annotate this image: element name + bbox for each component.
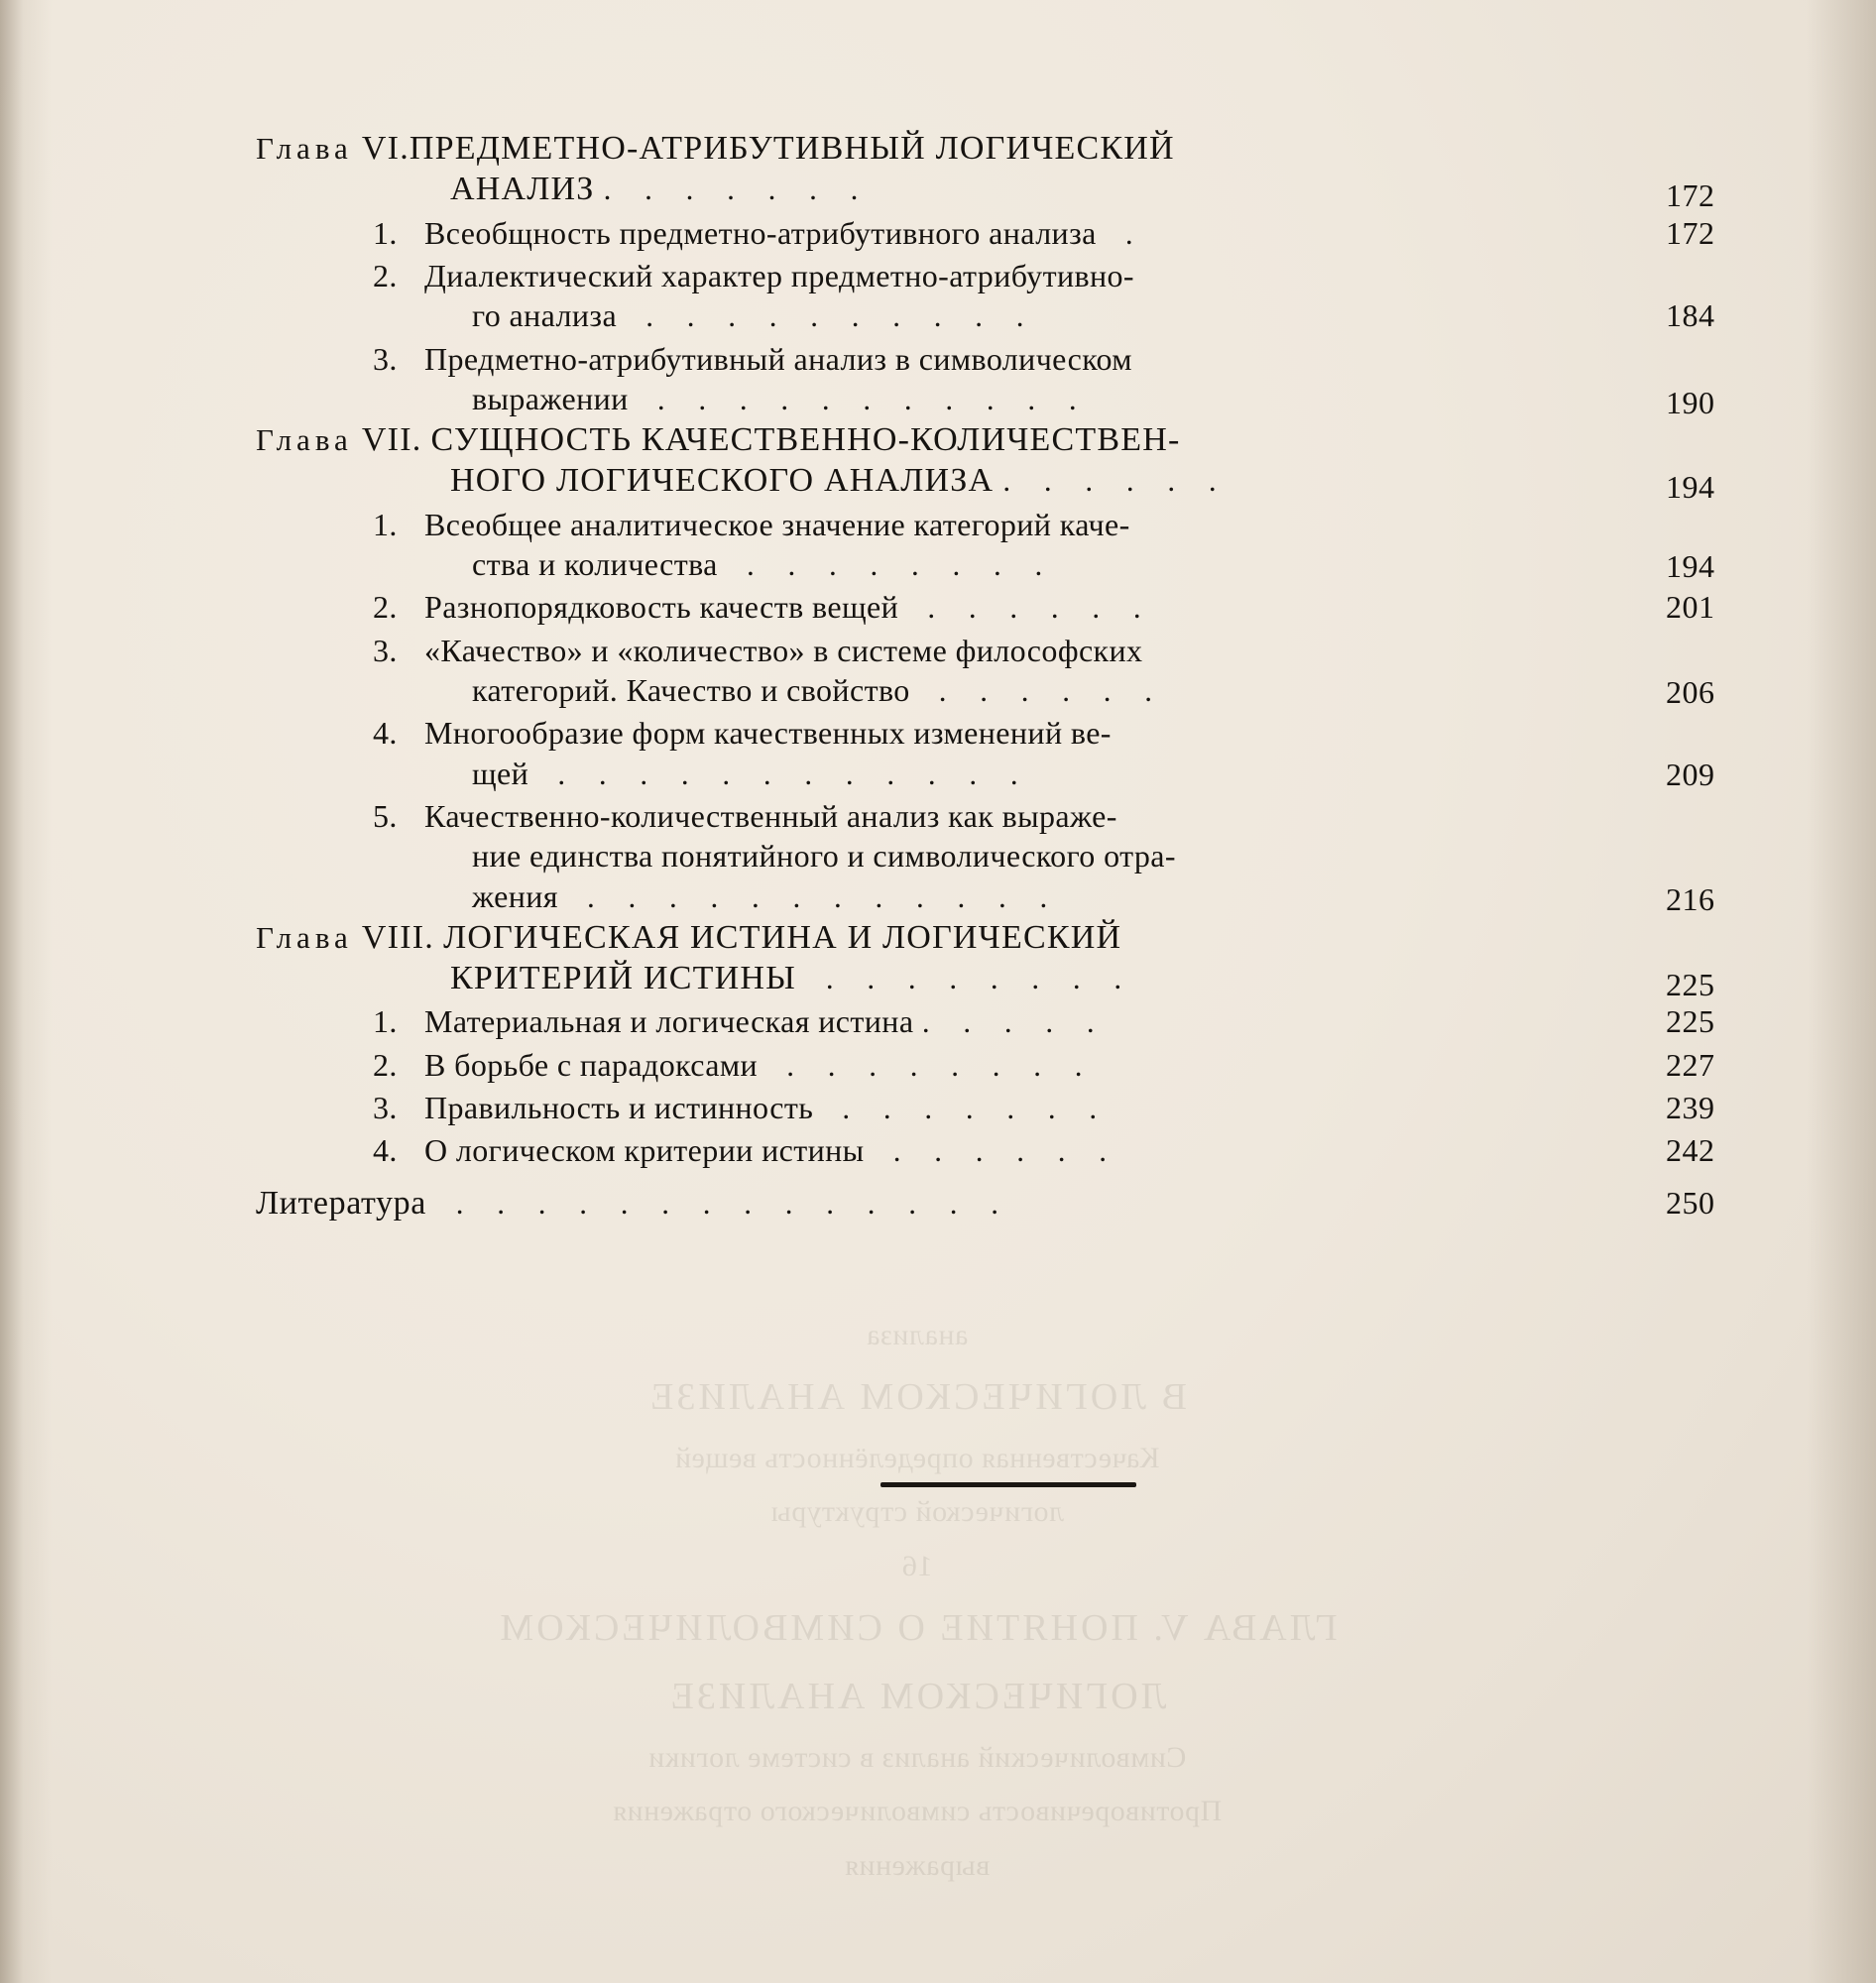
item-page-number: 190 (1666, 384, 1715, 420)
toc-item[interactable] (256, 1130, 1715, 1170)
section-divider-rule (880, 1482, 1136, 1487)
showthrough-line: 16 (901, 1549, 933, 1582)
toc-item[interactable] (256, 256, 1715, 336)
leader-dots: . . . . . . . . . . . (637, 381, 1090, 416)
item-number: 2. (373, 1046, 398, 1083)
leader-dots: . . . . . . . (603, 171, 872, 206)
item-number: 1. (373, 1003, 398, 1040)
leader-dots: . . . . . . . . . . . . . . (435, 1185, 1012, 1221)
toc-item[interactable] (256, 587, 1715, 627)
item-label-continued: ства и количества (472, 546, 718, 583)
toc-item[interactable] (256, 796, 1715, 917)
item-label-continued: го анализа (472, 297, 618, 334)
chapter-title-line1: ПРЕДМЕТНО-АТРИБУТИВНЫЙ ЛОГИЧЕСКИЙ (409, 130, 1175, 167)
item-label: Многообразие форм качественных изменений ве- (424, 715, 1112, 752)
item-number: 3. (373, 340, 398, 377)
item-page-number: 172 (1666, 214, 1715, 251)
toc-chapter-heading[interactable] (256, 129, 1715, 213)
toc-item[interactable] (256, 505, 1715, 585)
chapter-title-line2: КРИТЕРИЙ ИСТИНЫ (450, 959, 796, 996)
item-label: Качественно-количественный анализ как выраже- (424, 797, 1117, 834)
leader-dots: . . . . . . (906, 590, 1154, 626)
table-of-contents (256, 127, 1715, 1223)
showthrough-line: анализа (866, 1319, 969, 1351)
chapter-page-number: 225 (1666, 966, 1715, 1002)
leader-dots: . . . . . . (1002, 462, 1230, 498)
item-label: «Качество» и «количество» в системе философских (424, 632, 1143, 668)
item-number: 4. (373, 715, 398, 752)
showthrough-line: Противоречивость символического отражения (612, 1795, 1223, 1828)
showthrough-line: выражения (844, 1849, 991, 1883)
item-label: В борьбе с парадоксами (424, 1046, 759, 1083)
toc-item[interactable] (256, 1045, 1715, 1085)
item-number: 1. (373, 506, 398, 542)
chapter-label: Глава (256, 131, 353, 166)
item-number: 4. (373, 1132, 398, 1169)
toc-item[interactable] (256, 339, 1715, 420)
chapter-title-line1: СУЩНОСТЬ КАЧЕСТВЕННО-КОЛИЧЕСТВЕН- (430, 421, 1181, 459)
item-label: Всеобщность предметно-атрибутивного анализа (424, 214, 1097, 251)
item-label: Диалектический характер предметно-атрибутивно- (424, 257, 1134, 293)
item-number: 1. (373, 214, 398, 251)
toc-list (256, 129, 1715, 1223)
leader-dots: . . . . . . (872, 1133, 1119, 1169)
chapter-label: Глава (256, 422, 353, 458)
toc-item[interactable] (256, 631, 1715, 711)
toc-item[interactable] (256, 213, 1715, 253)
item-page-number: 227 (1666, 1046, 1715, 1083)
chapter-label: Глава (256, 919, 353, 955)
leader-dots: . . . . . . . . . . (625, 298, 1037, 334)
item-number: 3. (373, 1090, 398, 1126)
chapter-title-line1: ЛОГИЧЕСКАЯ ИСТИНА И ЛОГИЧЕСКИЙ (443, 918, 1122, 956)
chapter-number: VII. (361, 421, 422, 459)
showthrough-line: ЛОГИЧЕСКОМ АНАЛИЗЕ (667, 1675, 1167, 1717)
item-page-number: 242 (1666, 1132, 1715, 1169)
toc-chapter-heading[interactable] (256, 420, 1715, 506)
item-page-number: 239 (1666, 1090, 1715, 1126)
item-page-number: 216 (1666, 880, 1715, 917)
item-label: Материальная и логическая истина (424, 1003, 914, 1040)
leader-dots: . (1105, 215, 1146, 251)
chapter-page-number: 194 (1666, 469, 1715, 506)
leader-dots: . . . . . . . (821, 1091, 1111, 1126)
leader-dots: . . . . . (921, 1004, 1108, 1040)
item-page-number: 209 (1666, 757, 1715, 793)
showthrough-line: Качественная определённость вещей (674, 1441, 1160, 1474)
toc-item[interactable] (256, 1088, 1715, 1127)
chapter-title-line2: АНАЛИЗ (450, 170, 595, 207)
showthrough-line: Символический анализ в системе логики (647, 1740, 1187, 1774)
item-number: 3. (373, 632, 398, 668)
page-showthrough (297, 1309, 1537, 1924)
leader-dots: . . . . . . . . (805, 960, 1135, 995)
item-label-continued: категорий. Качество и свойство (472, 672, 910, 708)
item-label: Правильность и истинность (424, 1090, 814, 1126)
leader-dots: . . . . . . . . . . . . (566, 878, 1061, 914)
showthrough-line: логической структуры (770, 1495, 1064, 1529)
toc-chapter-heading[interactable] (256, 918, 1715, 1002)
leader-dots: . . . . . . . . (765, 1047, 1096, 1083)
leader-dots: . . . . . . . . . . . . (536, 756, 1031, 791)
literature-label: Литература (256, 1184, 426, 1222)
item-page-number: 206 (1666, 673, 1715, 710)
item-page-number: 225 (1666, 1003, 1715, 1040)
toc-item[interactable] (256, 713, 1715, 793)
item-page-number: 201 (1666, 589, 1715, 626)
item-number: 2. (373, 589, 398, 626)
chapter-number: VIII. (361, 918, 434, 956)
item-label: О логическом критерии истины (424, 1132, 865, 1169)
showthrough-line: ГЛАВА V. ПОНЯТИЕ О СИМВОЛИЧЕСКОМ (497, 1606, 1338, 1649)
item-number: 5. (373, 797, 398, 834)
leader-dots: . . . . . . . . (726, 547, 1056, 583)
chapter-title-line2: НОГО ЛОГИЧЕСКОГО АНАЛИЗА (450, 461, 995, 499)
item-label-continued: выражении (472, 380, 629, 416)
item-page-number: 194 (1666, 547, 1715, 584)
item-label: Предметно-атрибутивный анализ в символическом (424, 340, 1132, 377)
literature-page-number: 250 (1666, 1184, 1715, 1221)
item-label-continued: ние единства понятийного и символического отра- (472, 838, 1176, 875)
leader-dots: . . . . . . (918, 673, 1166, 708)
toc-item[interactable] (256, 1001, 1715, 1041)
item-label: Всеобщее аналитическое значение категорий каче- (424, 506, 1130, 542)
chapter-page-number: 172 (1666, 177, 1715, 213)
showthrough-line: В ЛОГИЧЕСКОМ АНАЛИЗЕ (647, 1375, 1187, 1418)
toc-item-literature[interactable] (256, 1184, 1715, 1223)
item-label-continued: щей (472, 755, 529, 791)
item-page-number: 184 (1666, 296, 1715, 333)
item-label: Разнопорядковость качеств вещей (424, 589, 899, 626)
item-label-continued-2: жения (472, 877, 558, 914)
item-number: 2. (373, 257, 398, 293)
chapter-number: VI. (361, 130, 410, 167)
